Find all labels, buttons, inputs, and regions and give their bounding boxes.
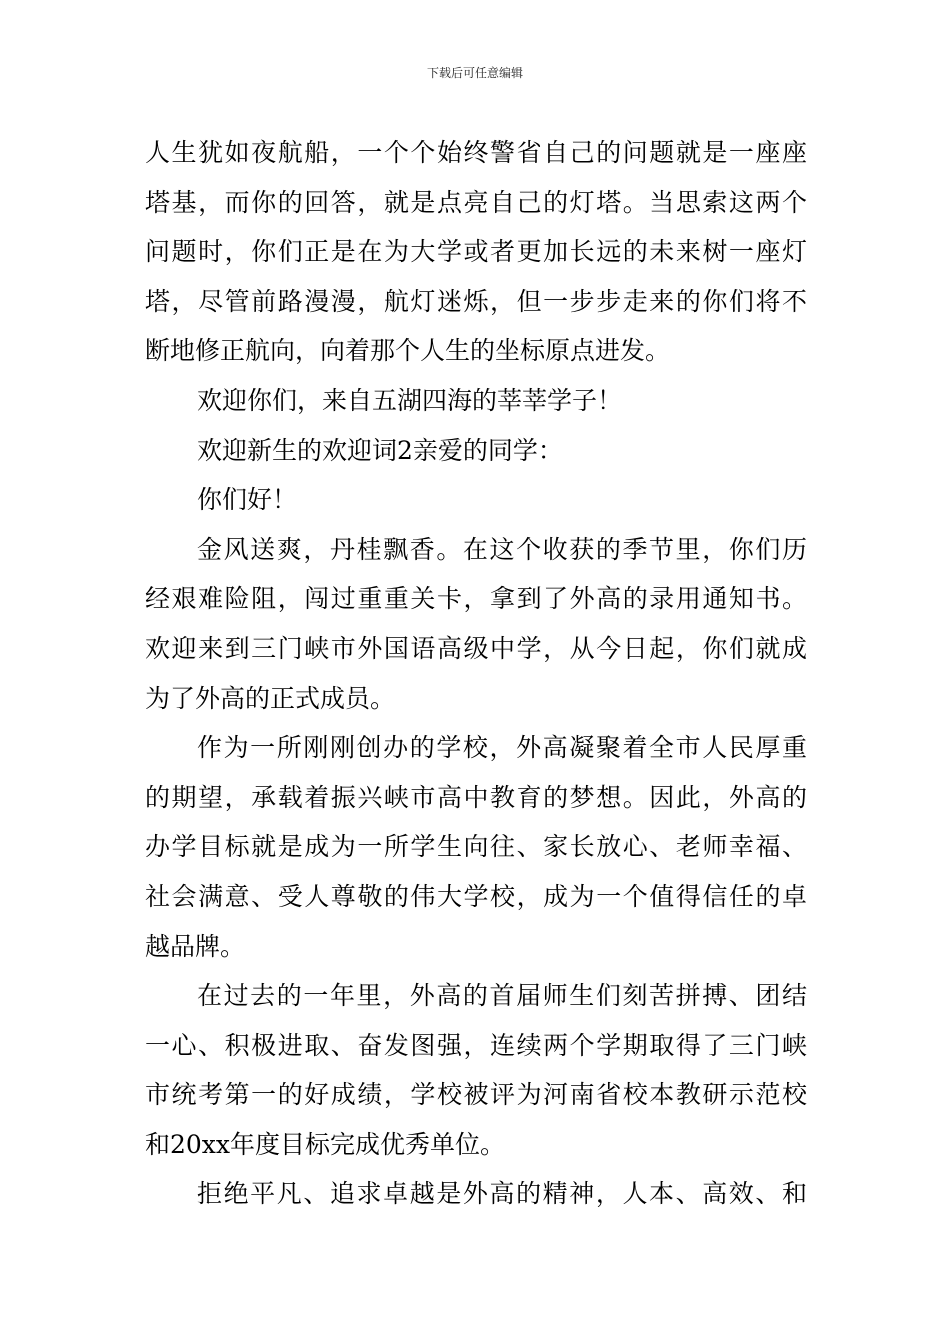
text-line: 问题时，你们正是在为大学或者更加长远的未来树一座灯 bbox=[145, 237, 807, 267]
text-line: 欢迎新生的欢迎词2亲爱的同学： bbox=[197, 435, 563, 465]
text-line: 经艰难险阻，闯过重重关卡，拿到了外高的录用通知书。 bbox=[145, 584, 807, 614]
text-line: 拒绝平凡、追求卓越是外高的精神，人本、高效、和 bbox=[197, 1179, 807, 1209]
text-line: 塔基，而你的回答，就是点亮自己的灯塔。当思索这两个 bbox=[145, 187, 807, 217]
page-header: 下载后可任意编辑 bbox=[426, 66, 523, 80]
text-line: 塔，尽管前路漫漫，航灯迷烁，但一步步走来的你们将不 bbox=[145, 286, 807, 316]
text-line: 越品牌。 bbox=[145, 931, 246, 961]
text-line: 人生犹如夜航船，一个个始终警省自己的问题就是一座座 bbox=[145, 138, 807, 167]
text-line: 你们好！ bbox=[197, 485, 298, 515]
text-line: 作为一所刚刚创办的学校，外高凝聚着全市人民厚重 bbox=[197, 733, 807, 763]
text-line: 一心、积极进取、奋发图强，连续两个学期取得了三门峡 bbox=[145, 1030, 807, 1060]
document-body bbox=[145, 128, 807, 1219]
text-line: 为了外高的正式成员。 bbox=[145, 683, 396, 713]
text-line: 市统考第一的好成绩，学校被评为河南省校本教研示范校 bbox=[145, 1080, 807, 1110]
text-line: 在过去的一年里，外高的首届师生们刻苦拼搏、团结 bbox=[197, 981, 807, 1011]
text-line: 金风送爽，丹桂飘香。在这个收获的季节里，你们历 bbox=[197, 534, 807, 564]
text-line: 断地修正航向，向着那个人生的坐标原点进发。 bbox=[145, 336, 671, 366]
text-line: 的期望，承载着振兴峡市高中教育的梦想。因此，外高的 bbox=[145, 782, 807, 812]
text-line: 办学目标就是成为一所学生向往、家长放心、老师幸福、 bbox=[145, 832, 807, 862]
text-line: 欢迎来到三门峡市外国语高级中学，从今日起，你们就成 bbox=[145, 633, 807, 663]
text-line: 社会满意、受人尊敬的伟大学校，成为一个值得信任的卓 bbox=[145, 881, 807, 911]
text-line: 欢迎你们，来自五湖四海的莘莘学子！ bbox=[197, 385, 623, 415]
text-line: 和20xx年度目标完成优秀单位。 bbox=[145, 1129, 506, 1159]
